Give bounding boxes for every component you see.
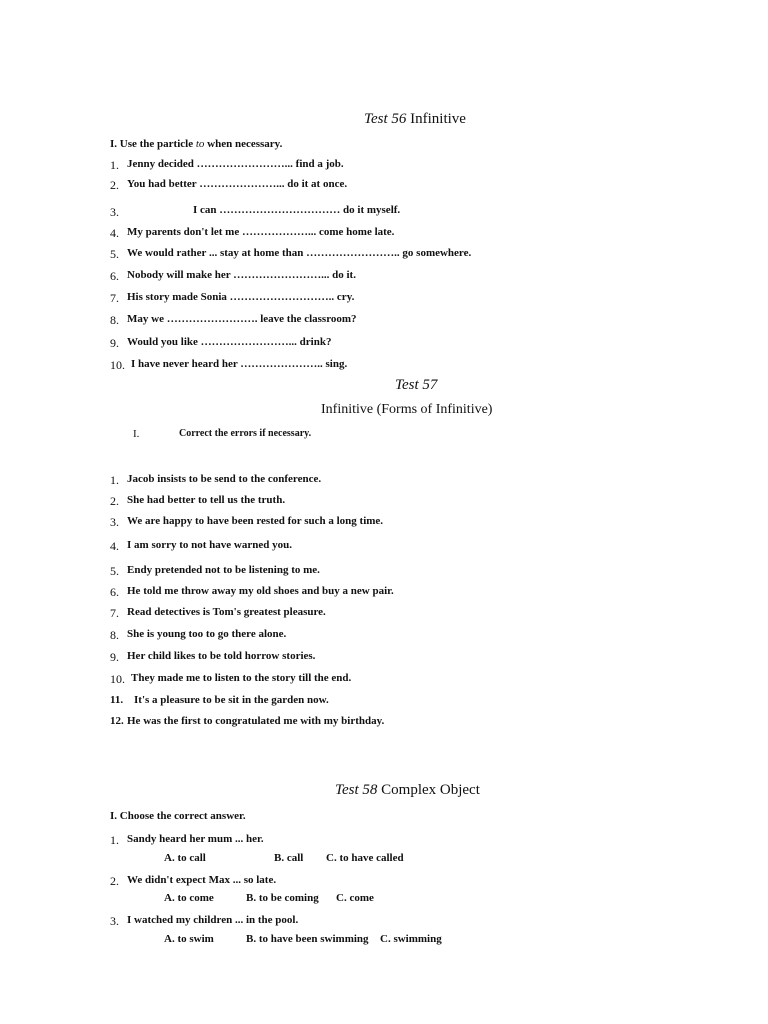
- item-number: 5.: [110, 247, 119, 261]
- item-text: Endy pretended not to be listening to me.: [127, 564, 320, 576]
- test58-topic: Complex Object: [381, 782, 480, 798]
- item-number: 4.: [110, 539, 119, 553]
- item-number: 2.: [110, 874, 119, 888]
- item-number: 1.: [110, 158, 119, 172]
- item-text: His story made Sonia ……………………….. cry.: [127, 291, 355, 303]
- test57-instruction: [133, 428, 312, 440]
- option-c: C. to have called: [326, 852, 404, 864]
- option-a: A. to come: [164, 892, 214, 904]
- item-text: Sandy heard her mum ... her.: [127, 833, 264, 845]
- item-number: 7.: [110, 291, 119, 305]
- item-text: She is young too to go there alone.: [127, 628, 287, 640]
- item-text: Read detectives is Tom's greatest pleasure.: [127, 606, 326, 618]
- item-number: 8.: [110, 628, 119, 642]
- option-a: A. to swim: [164, 933, 214, 945]
- item-number: 10.: [110, 358, 125, 372]
- instruction-text: Correct the errors if necessary.: [179, 428, 312, 439]
- test58-label: Test 58: [335, 782, 378, 798]
- item-text: Nobody will make her ……………………... do it.: [127, 269, 356, 281]
- item-text: I watched my children ... in the pool.: [127, 914, 299, 926]
- instruction-word: to: [195, 138, 205, 150]
- instruction-post: when necessary.: [207, 138, 283, 150]
- item-text: We didn't expect Max ... so late.: [127, 874, 277, 886]
- test56-heading: [364, 111, 466, 128]
- item-text: You had better …………………... do it at once.: [127, 178, 348, 190]
- test56-label: Test 56: [364, 111, 407, 127]
- item-number: 6.: [110, 269, 119, 283]
- item-text: Would you like ……………………... drink?: [127, 336, 332, 348]
- item-number: 10.: [110, 672, 125, 686]
- test58-heading: [335, 782, 480, 799]
- item-text: They made me to listen to the story till the end.: [131, 672, 352, 684]
- item-number: 5.: [110, 564, 119, 578]
- section-numeral: I.: [133, 428, 140, 440]
- item-number: 1.: [110, 833, 119, 847]
- item-number: 9.: [110, 650, 119, 664]
- item-text: We are happy to have been rested for such a long time.: [127, 515, 384, 527]
- item-number: 2.: [110, 494, 119, 508]
- item-number: 7.: [110, 606, 119, 620]
- item-text: I am sorry to not have warned you.: [127, 539, 292, 551]
- item-text: He was the first to congratulated me with my birthday.: [127, 715, 385, 727]
- item-text: May we ……………………. leave the classroom?: [127, 313, 357, 325]
- item-text: Her child likes to be told horrow stories.: [127, 650, 316, 662]
- option-b: B. call: [274, 852, 304, 864]
- item-number: 9.: [110, 336, 119, 350]
- option-b: B. to have been swimming: [246, 933, 369, 945]
- test57-topic: Infinitive (Forms of Infinitive): [321, 402, 493, 417]
- item-number: 1.: [110, 473, 119, 487]
- test56-instruction: [110, 138, 282, 150]
- item-text: I can …………………………… do it myself.: [193, 204, 401, 216]
- item-number: 6.: [110, 585, 119, 599]
- item-text: I have never heard her ………………….. sing.: [131, 358, 348, 370]
- item-text: It's a pleasure to be sit in the garden now.: [134, 694, 329, 706]
- item-text: She had better to tell us the truth.: [127, 494, 286, 506]
- item-text: Jacob insists to be send to the conference.: [127, 473, 322, 485]
- item-number: 8.: [110, 313, 119, 327]
- item-text: Jenny decided ……………………... find a job.: [127, 158, 344, 170]
- option-c: C. come: [336, 892, 374, 904]
- test58-instruction: I. Choose the correct answer.: [110, 810, 246, 822]
- item-number: 2.: [110, 178, 119, 192]
- item-number: 4.: [110, 226, 119, 240]
- option-c: C. swimming: [380, 933, 442, 945]
- item-text: We would rather ... stay at home than …………………….. go somewhere.: [127, 247, 472, 259]
- item-number: 11.: [110, 694, 124, 706]
- option-b: B. to be coming: [246, 892, 319, 904]
- item-number: 3.: [110, 205, 119, 219]
- option-a: A. to call: [164, 852, 206, 864]
- item-text: My parents don't let me ………………... come home late.: [127, 226, 395, 238]
- item-text: He told me throw away my old shoes and buy a new pair.: [127, 585, 394, 597]
- instruction-pre: I. Use the particle: [110, 138, 194, 150]
- item-number: 3.: [110, 914, 119, 928]
- test57-label: Test 57: [395, 377, 438, 393]
- test56-topic: Infinitive: [410, 111, 466, 127]
- item-number: 3.: [110, 515, 119, 529]
- item-number: 12.: [110, 715, 124, 727]
